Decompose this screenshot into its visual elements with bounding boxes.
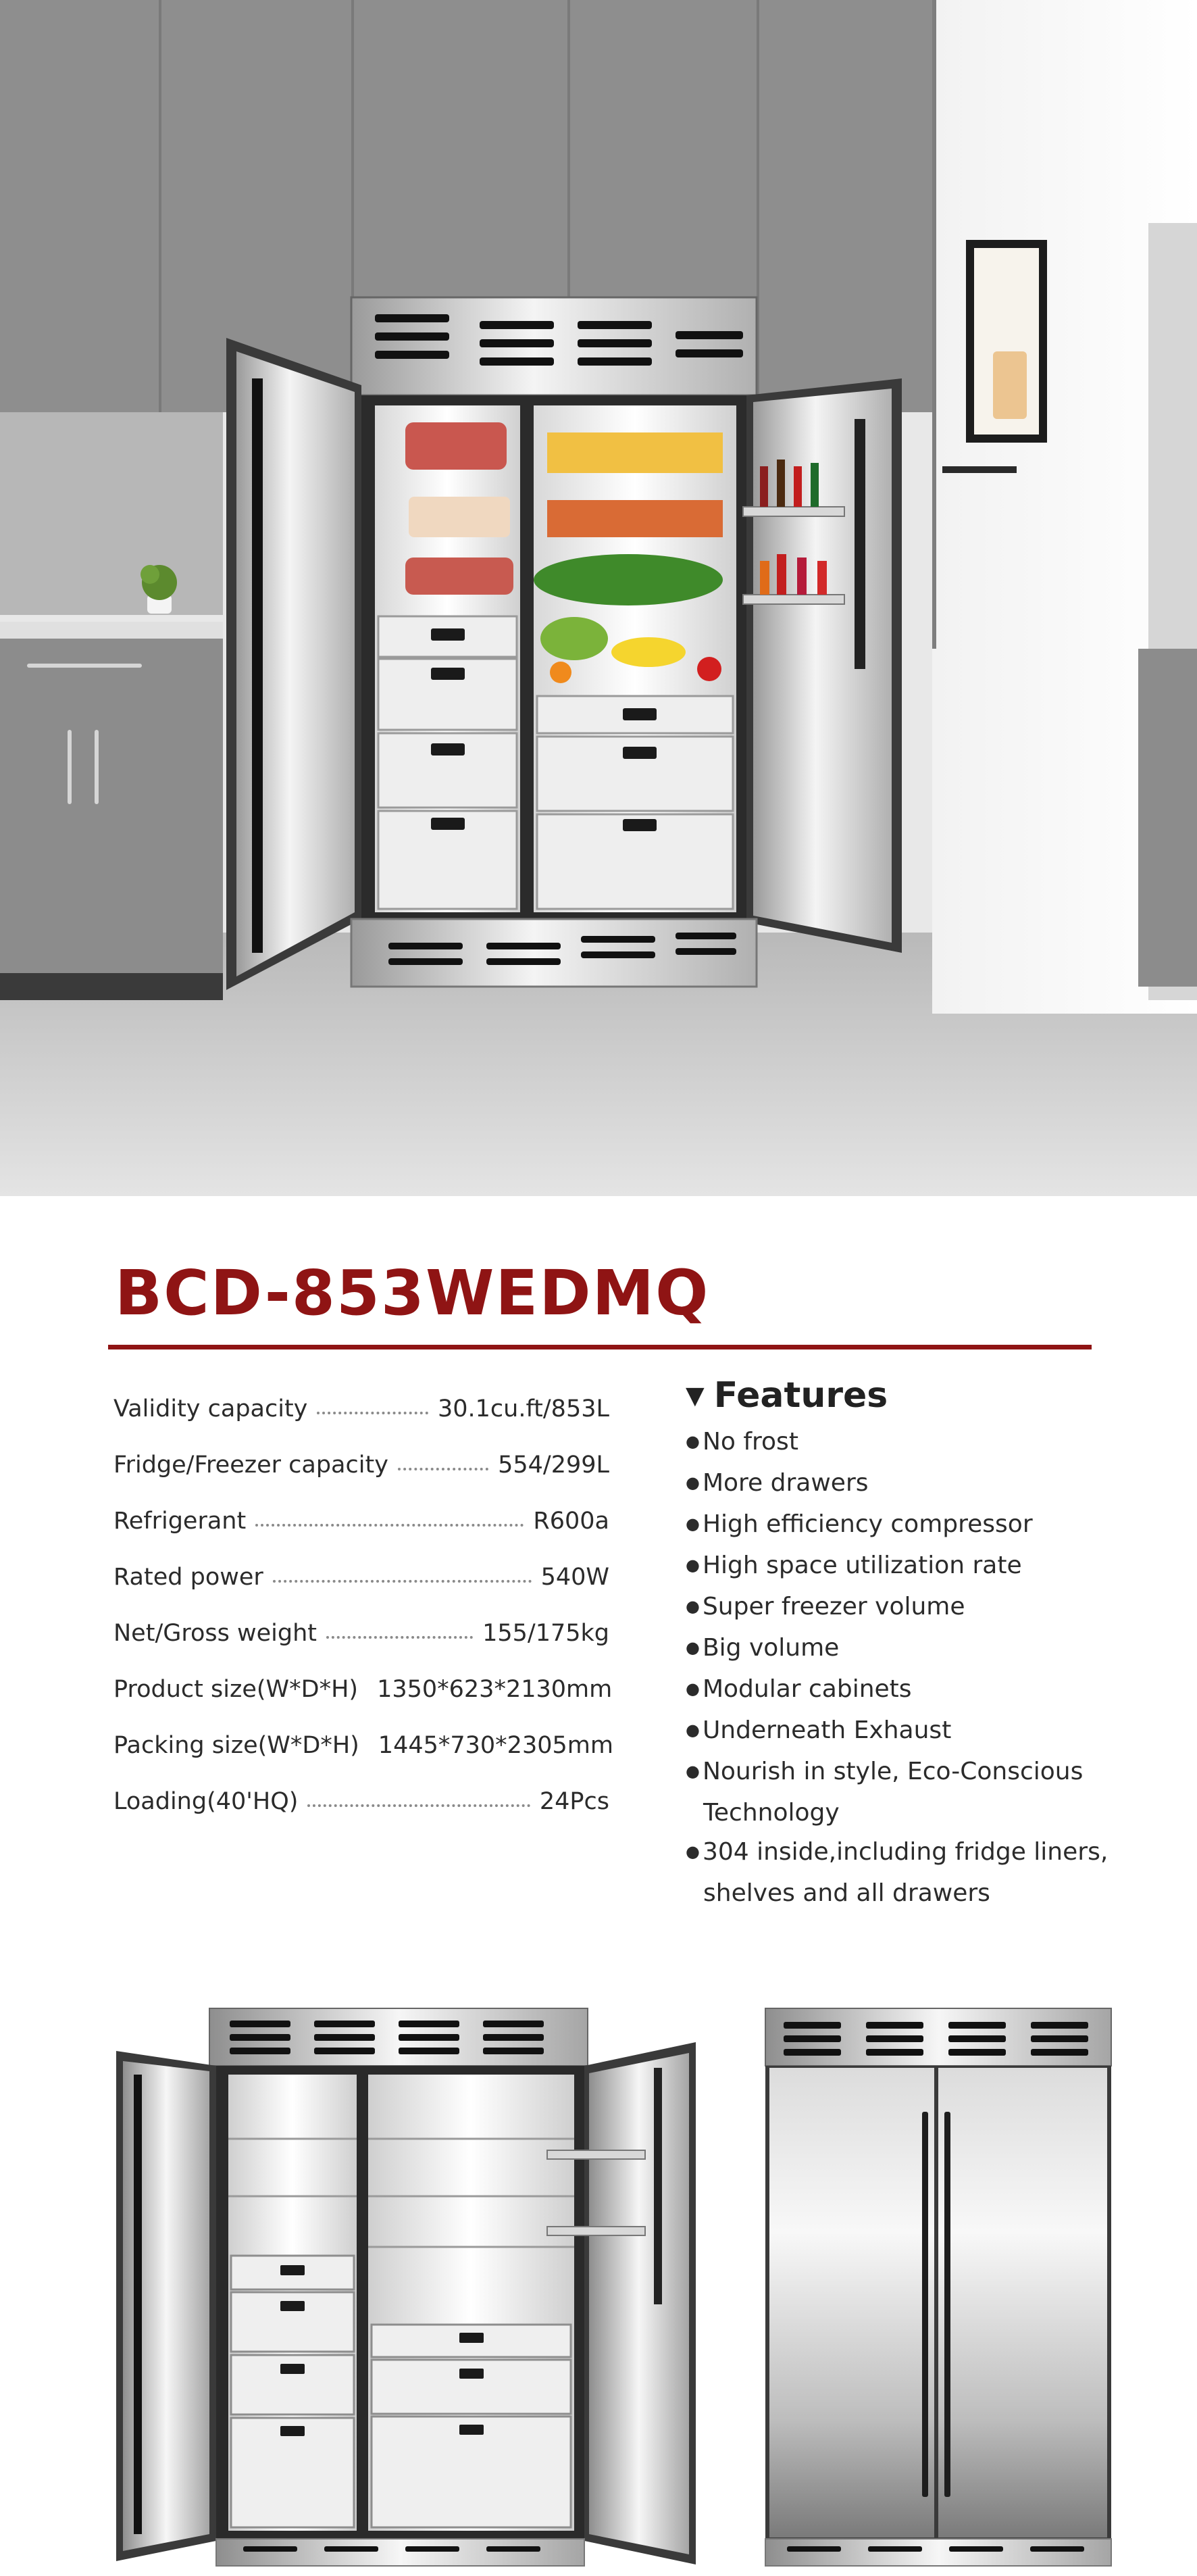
spec-value: 540W <box>540 1564 609 1591</box>
dot-leader <box>307 1804 530 1807</box>
spec-row <box>113 1389 609 1429</box>
spec-row <box>113 1613 609 1654</box>
feature-item: ● No frost <box>686 1422 1158 1464</box>
spec-label: Loading(40'HQ) <box>113 1788 299 1815</box>
features-heading <box>686 1375 888 1416</box>
dot-leader <box>273 1580 532 1583</box>
spec-row <box>113 1669 613 1710</box>
feature-item: ● Super freezer volume <box>686 1587 1158 1629</box>
open-fridge-illustration <box>108 1993 703 2568</box>
feature-item: ● High efficiency compressor <box>686 1505 1158 1546</box>
spec-label: Packing size(W*D*H) <box>113 1732 359 1759</box>
feature-item: ● 304 inside,including fridge liners, shelves and all drawers <box>686 1833 1158 1913</box>
spec-label: Rated power <box>113 1564 263 1591</box>
spec-row <box>113 1725 613 1766</box>
title-divider <box>108 1345 1092 1349</box>
spec-value: 1445*730*2305mm <box>378 1732 613 1759</box>
dot-leader <box>317 1412 428 1414</box>
spec-label: Net/Gross weight <box>113 1620 317 1647</box>
spec-label: Refrigerant <box>113 1508 247 1535</box>
spec-row <box>113 1557 609 1597</box>
dot-leader <box>255 1524 524 1527</box>
spec-value: 155/175kg <box>482 1620 609 1647</box>
feature-item: ● High space utilization rate <box>686 1546 1158 1587</box>
spec-row <box>113 1781 609 1822</box>
kitchen-illustration <box>0 0 1197 1196</box>
features-heading-text: Features <box>713 1375 888 1416</box>
dot-leader <box>326 1636 473 1639</box>
feature-item: ● More drawers <box>686 1464 1158 1505</box>
feature-list <box>686 1422 1158 1913</box>
triangle-down-icon: ▼ <box>686 1381 705 1410</box>
feature-item: ● Big volume <box>686 1629 1158 1670</box>
spec-row <box>113 1501 609 1541</box>
spec-row <box>113 1445 609 1485</box>
product-image-closed <box>760 1993 1115 2571</box>
spec-value: R600a <box>533 1508 609 1535</box>
feature-item: ● Nourish in style, Eco-Conscious Technology <box>686 1752 1158 1833</box>
spec-value: 30.1cu.ft/853L <box>437 1395 609 1422</box>
spec-label: Fridge/Freezer capacity <box>113 1452 388 1479</box>
dot-leader <box>398 1468 488 1470</box>
spec-label: Validity capacity <box>113 1395 308 1422</box>
product-image-open <box>108 1993 703 2571</box>
hero-kitchen-scene <box>0 0 1197 1196</box>
spec-value: 1350*623*2130mm <box>377 1676 613 1703</box>
spec-label: Product size(W*D*H) <box>113 1676 359 1703</box>
closed-fridge-illustration <box>760 1993 1115 2568</box>
model-title: BCD-853WEDMQ <box>115 1257 710 1329</box>
spec-value: 554/299L <box>498 1452 609 1479</box>
spec-value: 24Pcs <box>539 1788 609 1815</box>
feature-item: ● Underneath Exhaust <box>686 1711 1158 1752</box>
feature-item: ● Modular cabinets <box>686 1670 1158 1711</box>
